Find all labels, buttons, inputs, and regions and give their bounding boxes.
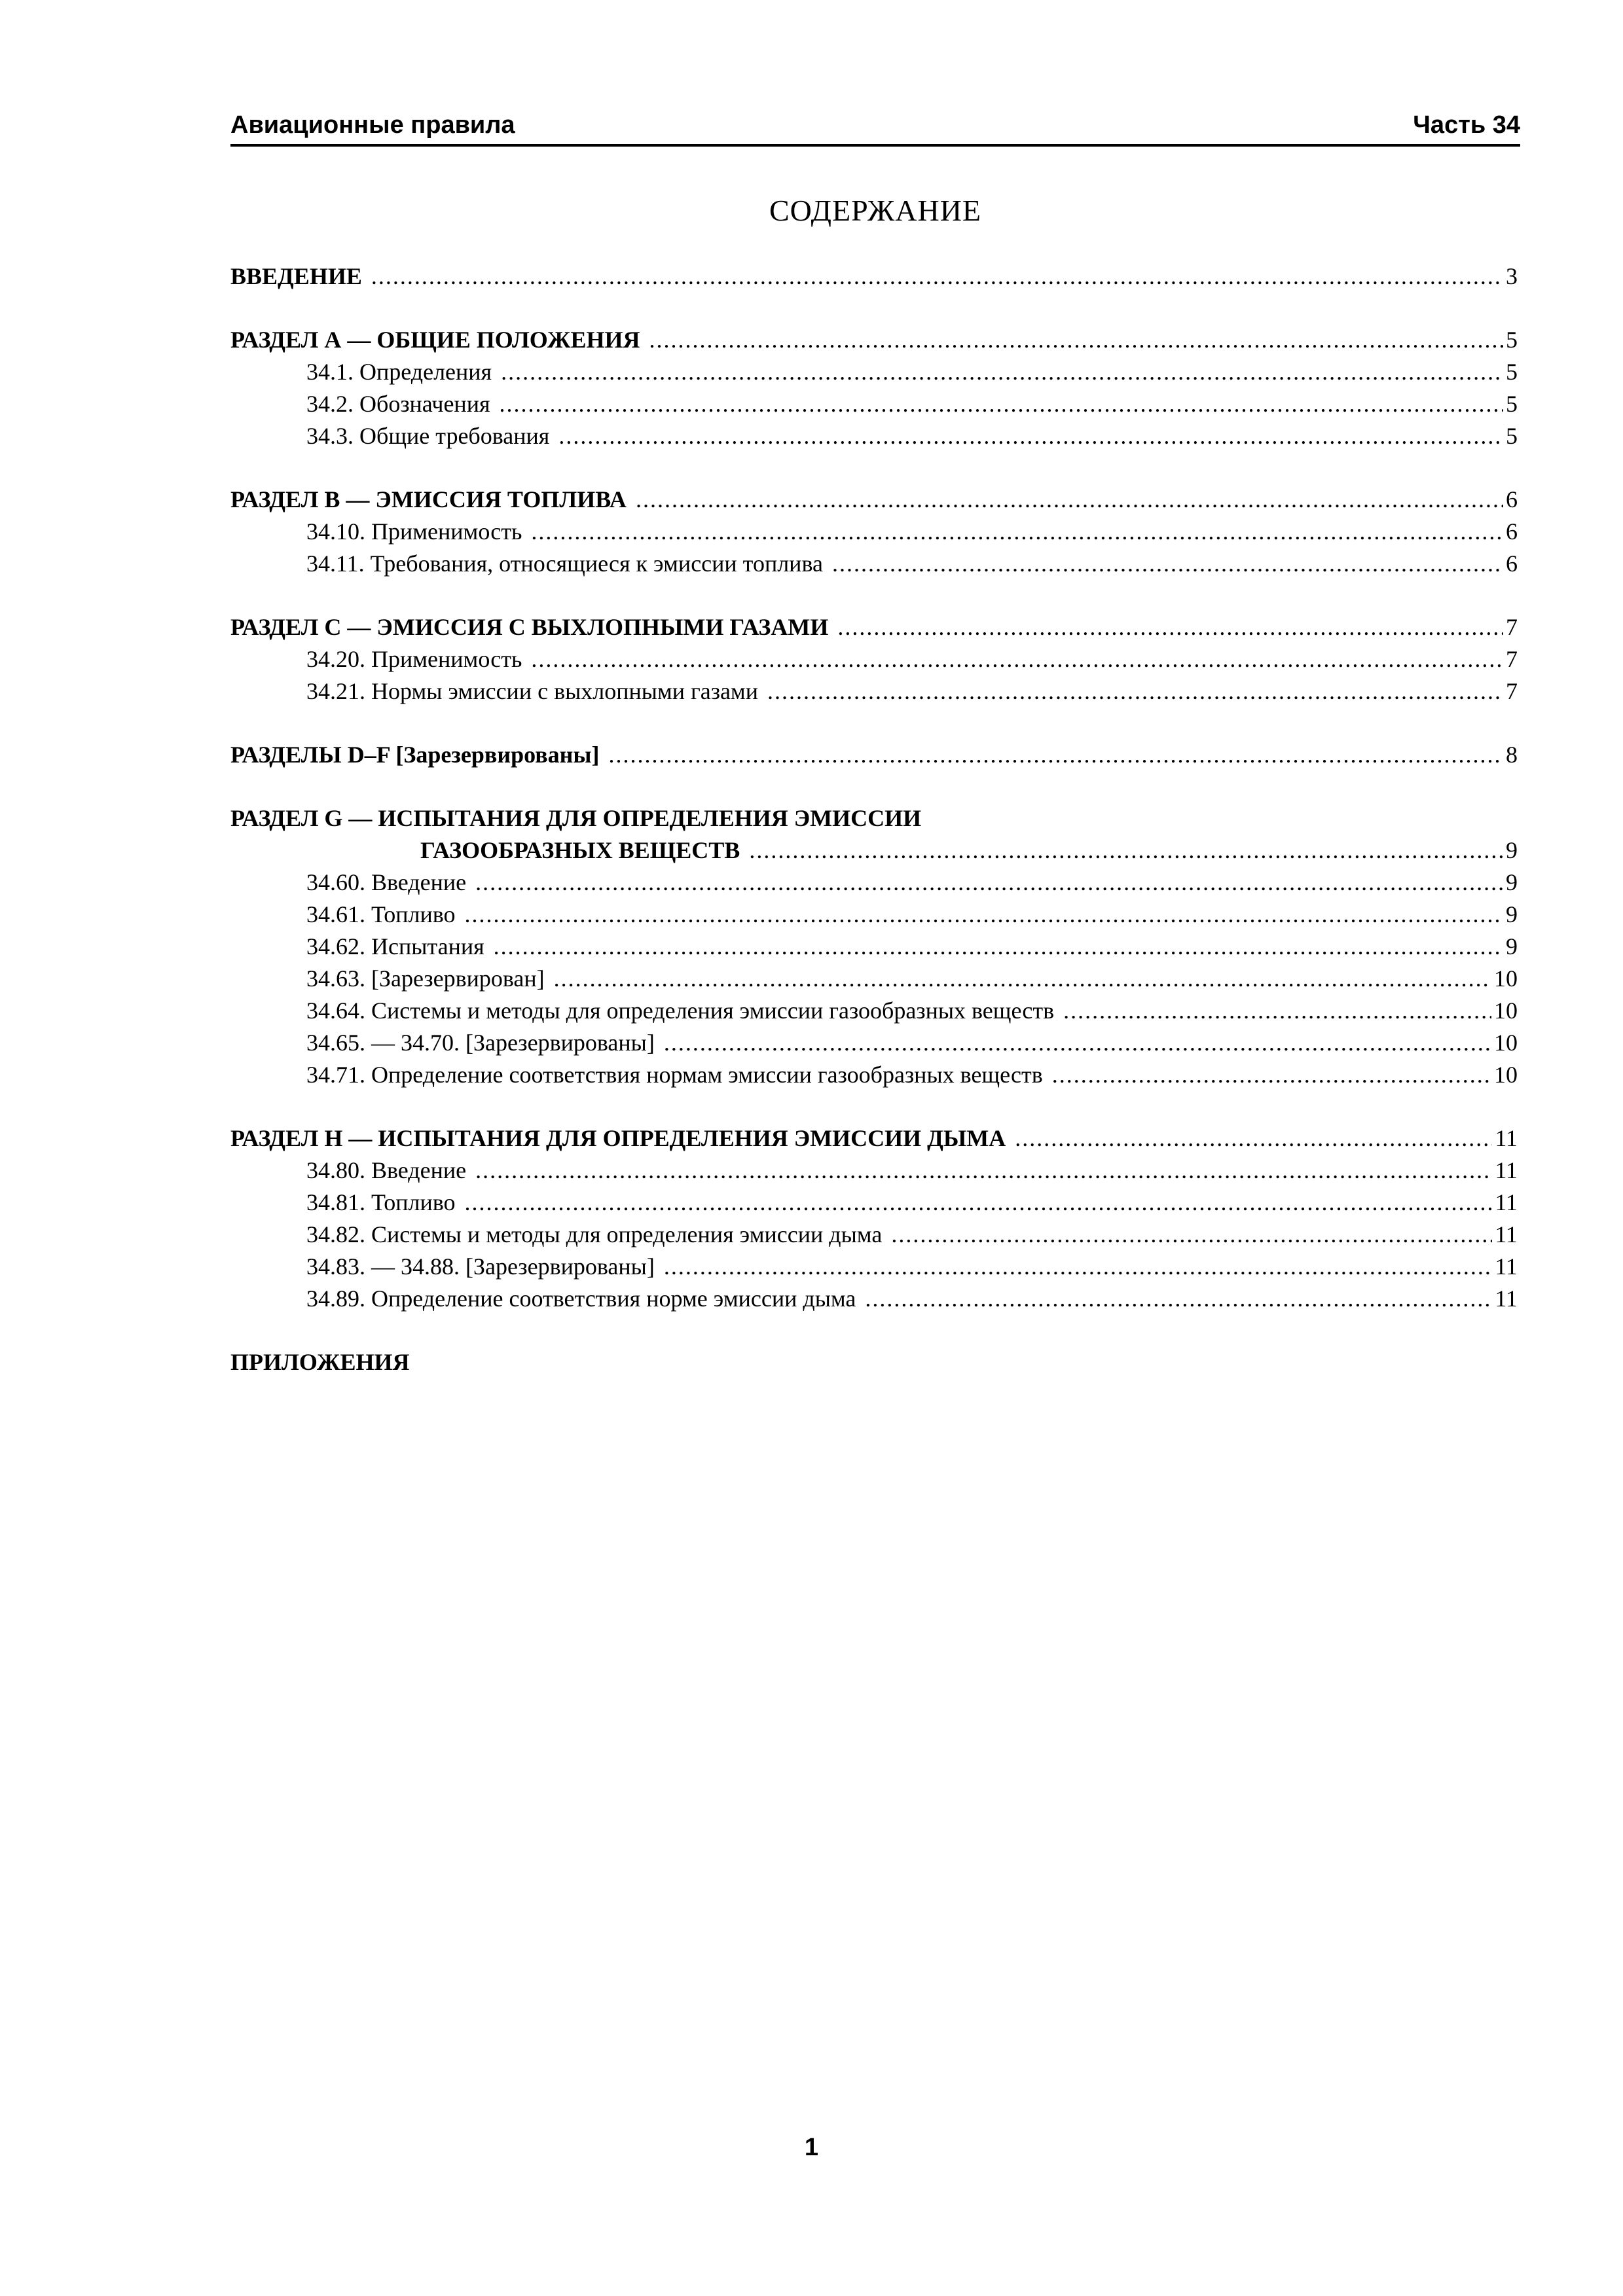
dot-leader <box>475 1155 1492 1187</box>
toc-entry-title: РАЗДЕЛ G — ИСПЫТАНИЯ ДЛЯ ОПРЕДЕЛЕНИЯ ЭМИССИИ <box>230 805 922 831</box>
toc-page-number: 10 <box>1494 965 1518 992</box>
dot-leader <box>664 1027 1491 1059</box>
toc-entry-title: РАЗДЕЛ Н — ИСПЫТАНИЯ ДЛЯ ОПРЕДЕЛЕНИЯ ЭМИССИИ ДЫМА <box>230 1125 1006 1151</box>
toc-page-number: 11 <box>1495 1189 1518 1215</box>
dot-leader <box>1015 1122 1492 1155</box>
toc-page-number: 7 <box>1506 614 1518 640</box>
toc-entry-title: 34.81. Топливо <box>306 1189 456 1215</box>
toc-entry-title: РАЗДЕЛЫ D–F [Зарезервированы] <box>230 742 600 768</box>
toc-entry <box>230 1251 1518 1283</box>
dot-leader <box>475 867 1503 899</box>
toc-entry-title: 34.61. Топливо <box>306 901 456 927</box>
toc-page-number: 7 <box>1506 678 1518 704</box>
dot-leader <box>664 1251 1493 1283</box>
toc-page-number: 5 <box>1506 359 1518 385</box>
dot-leader <box>608 739 1503 771</box>
toc-section-heading <box>230 739 1518 771</box>
toc-entry-title: РАЗДЕЛ С — ЭМИССИЯ С ВЫХЛОПНЫМИ ГАЗАМИ <box>230 614 829 640</box>
header-document-title: Авиационные правила <box>230 111 515 139</box>
toc-entry-title: 34.11. Требования, относящиеся к эмиссии топлива <box>306 550 823 577</box>
toc-entry <box>230 516 1518 548</box>
toc-entry-title: 34.63. [Зарезервирован] <box>306 965 545 992</box>
toc-entry <box>230 420 1518 452</box>
toc-entry <box>230 899 1518 931</box>
dot-leader <box>865 1283 1492 1315</box>
toc-entry <box>230 388 1518 420</box>
toc-group <box>230 484 1518 580</box>
toc-page-number: 6 <box>1506 550 1518 577</box>
toc-entry <box>230 963 1518 995</box>
dot-leader <box>767 675 1503 708</box>
toc-entry-title: 34.65. — 34.70. [Зарезервированы] <box>306 1030 655 1056</box>
toc-entry-title: ГАЗООБРАЗНЫХ ВЕЩЕСТВ <box>420 837 740 863</box>
toc-entry <box>230 1027 1518 1059</box>
toc-page-number: 5 <box>1506 423 1518 449</box>
toc-section-heading <box>230 834 1518 867</box>
dot-leader <box>531 516 1503 548</box>
toc-entry <box>230 356 1518 388</box>
dot-leader <box>649 324 1503 356</box>
toc-entry <box>230 1155 1518 1187</box>
toc-entry-title: 34.62. Испытания <box>306 933 484 960</box>
toc-entry-title: ВВЕДЕНИЕ <box>230 263 362 289</box>
dot-leader <box>554 963 1491 995</box>
toc-section-heading <box>230 1346 1518 1378</box>
toc-entry-title: 34.83. — 34.88. [Зарезервированы] <box>306 1253 655 1280</box>
toc-entry <box>230 931 1518 963</box>
toc-entry-title: 34.80. Введение <box>306 1157 467 1183</box>
toc-group <box>230 324 1518 452</box>
toc-page-number: 11 <box>1495 1221 1518 1247</box>
toc-group <box>230 260 1518 293</box>
toc-entry-title: 34.20. Применимость <box>306 646 522 672</box>
toc-entry-title: ПРИЛОЖЕНИЯ <box>230 1349 410 1375</box>
toc-page-number: 10 <box>1494 1062 1518 1088</box>
dot-leader <box>1052 1059 1491 1091</box>
toc-page-number: 6 <box>1506 486 1518 512</box>
toc-entry-title: 34.64. Системы и методы для определения эмиссии газообразных веществ <box>306 997 1055 1024</box>
toc-group <box>230 1122 1518 1315</box>
toc-page-number: 11 <box>1495 1253 1518 1280</box>
toc-group <box>230 1346 1518 1378</box>
toc-entry <box>230 1059 1518 1091</box>
toc-section-heading <box>230 1122 1518 1155</box>
dot-leader <box>558 420 1503 452</box>
toc-entry-title: РАЗДЕЛ А — ОБЩИЕ ПОЛОЖЕНИЯ <box>230 327 640 353</box>
toc-entry-title: 34.21. Нормы эмиссии с выхлопными газами <box>306 678 758 704</box>
dot-leader <box>749 834 1503 867</box>
toc-entry <box>230 995 1518 1027</box>
dot-leader <box>371 260 1503 293</box>
dot-leader <box>636 484 1503 516</box>
header-part-number: Часть 34 <box>1413 111 1520 139</box>
dot-leader <box>891 1219 1492 1251</box>
toc-entry <box>230 1219 1518 1251</box>
toc-entry-title: 34.3. Общие требования <box>306 423 550 449</box>
toc-page-number: 11 <box>1495 1285 1518 1312</box>
toc-entry-title: 34.10. Применимость <box>306 518 522 545</box>
toc-page-number: 9 <box>1506 837 1518 863</box>
toc-page-number: 9 <box>1506 901 1518 927</box>
toc-group <box>230 611 1518 708</box>
toc-page-number: 10 <box>1494 997 1518 1024</box>
toc-entry-title: 34.2. Обозначения <box>306 391 490 417</box>
toc-title: СОДЕРЖАНИЕ <box>769 194 982 227</box>
toc-page-number: 11 <box>1495 1125 1518 1151</box>
toc-section-heading <box>230 260 1518 293</box>
toc-section-heading <box>230 611 1518 643</box>
toc-entry-title: РАЗДЕЛ В — ЭМИССИЯ ТОПЛИВА <box>230 486 627 512</box>
dot-leader <box>832 548 1503 580</box>
toc-group <box>230 802 1518 1091</box>
toc-entry-title: 34.1. Определения <box>306 359 492 385</box>
toc-section-heading <box>230 802 1518 834</box>
dot-leader <box>1063 995 1491 1027</box>
toc-entry-title: 34.89. Определение соответствия норме эмиссии дыма <box>306 1285 856 1312</box>
toc-section-heading <box>230 324 1518 356</box>
toc-page-number: 5 <box>1506 327 1518 353</box>
dot-leader <box>531 643 1503 675</box>
toc-page-number: 9 <box>1506 933 1518 960</box>
dot-leader <box>501 356 1503 388</box>
toc-group <box>230 739 1518 771</box>
toc-page-number: 7 <box>1506 646 1518 672</box>
dot-leader <box>500 388 1503 420</box>
toc-entry <box>230 867 1518 899</box>
toc-entry <box>230 1283 1518 1315</box>
dot-leader <box>494 931 1503 963</box>
toc-page-number: 11 <box>1495 1157 1518 1183</box>
dot-leader <box>837 611 1503 643</box>
toc-page-number: 10 <box>1494 1030 1518 1056</box>
toc-page-number: 8 <box>1506 742 1518 768</box>
page-number: 1 <box>804 2134 819 2161</box>
dot-leader <box>465 1187 1493 1219</box>
table-of-contents <box>230 260 1518 1410</box>
toc-page-number: 5 <box>1506 391 1518 417</box>
toc-entry-title: 34.60. Введение <box>306 869 467 895</box>
running-header <box>230 109 1520 147</box>
toc-page-number: 9 <box>1506 869 1518 895</box>
toc-entry <box>230 675 1518 708</box>
toc-page-number: 6 <box>1506 518 1518 545</box>
toc-entry-title: 34.71. Определение соответствия нормам эмиссии газообразных веществ <box>306 1062 1043 1088</box>
toc-section-heading <box>230 484 1518 516</box>
toc-entry <box>230 548 1518 580</box>
toc-page-number: 3 <box>1506 263 1518 289</box>
toc-entry-title: 34.82. Системы и методы для определения эмиссии дыма <box>306 1221 883 1247</box>
toc-entry <box>230 643 1518 675</box>
dot-leader <box>465 899 1503 931</box>
toc-entry <box>230 1187 1518 1219</box>
